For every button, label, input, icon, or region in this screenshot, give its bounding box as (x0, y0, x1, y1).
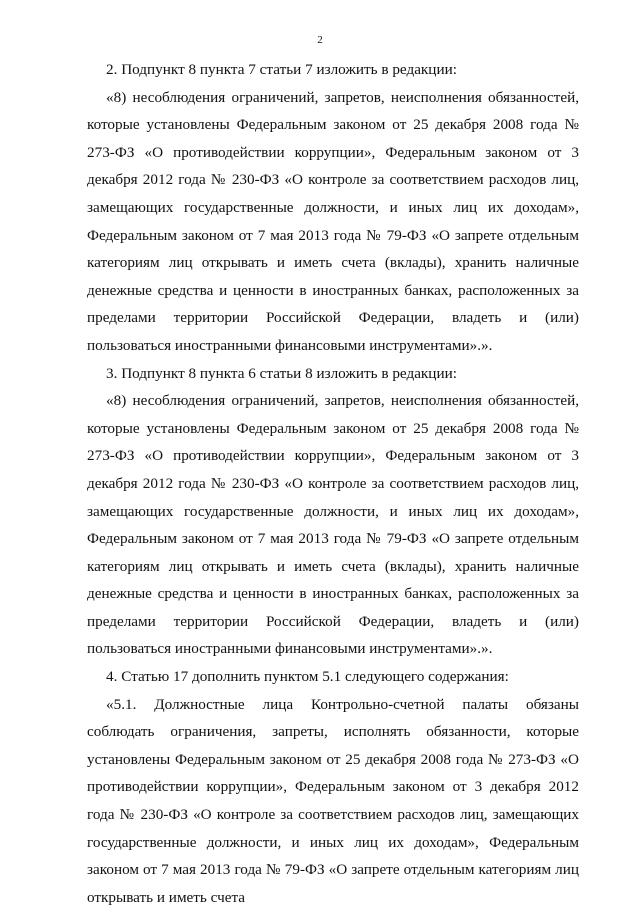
paragraph-item-2-heading: 2. Подпункт 8 пункта 7 статьи 7 изложить в редакции: (106, 61, 457, 78)
paragraph-item-4-heading: 4. Статью 17 дополнить пунктом 5.1 следующего содержания: (106, 668, 509, 686)
paragraph-item-3-heading: 3. Подпункт 8 пункта 6 статьи 8 изложить в редакции: (106, 364, 457, 382)
document-body (87, 56, 579, 911)
paragraph-item-4-text: «5.1. Должностные лица Контрольно-счетной палаты обязаны соблюдать ограничения, запреты, исполнять обязанности, которые установлены Федеральным законом от 25 декабря 2008 года № 273-ФЗ «О противодействии коррупции», Федеральным законом от 3 декабря 2012 года № 230-ФЗ «О контроле за соответствием расходов лиц, замещающих государственные должности, и иных лиц их доходам», Федеральным законом от 7 мая 2013 года № 79-ФЗ «О запрете отдельным категориям лиц открывать и иметь счета (87, 695, 579, 906)
page-number: 2 (317, 34, 323, 46)
paragraph-item-2-text: «8) несоблюдения ограничений, запретов, неисполнения обязанностей, которые установлены Федеральным законом от 25 декабря 2008 года № 273-ФЗ «О противодействии коррупции», Федеральным законом от 3 декабря 2012 года № 230-ФЗ «О контроле за соответствием расходов лиц, замещающих государственные должности, и иных лиц их доходам», Федеральным законом от 7 мая 2013 года № 79-ФЗ «О запрете отдельным категориям лиц открывать и иметь счета (вклады), хранить наличные денежные средства и ценности в иностранных банках, расположенных за пределами территории Российской Федерации, владеть и (или) пользоваться иностранными финансовыми инструментами».». (87, 88, 579, 354)
paragraph-item-3-text: «8) несоблюдения ограничений, запретов, неисполнения обязанностей, которые установлены Федеральным законом от 25 декабря 2008 года № 273-ФЗ «О противодействии коррупции», Федеральным законом от 3 декабря 2012 года № 230-ФЗ «О контроле за соответствием расходов лиц, замещающих государственные должности, и иных лиц их доходам», Федеральным законом от 7 мая 2013 года № 79-ФЗ «О запрете отдельным категориям лиц открывать и иметь счета (вклады), хранить наличные денежные средства и ценности в иностранных банках, расположенных за пределами территории Российской Федерации, владеть и (или) пользоваться иностранными финансовыми инструментами».». (87, 392, 579, 658)
